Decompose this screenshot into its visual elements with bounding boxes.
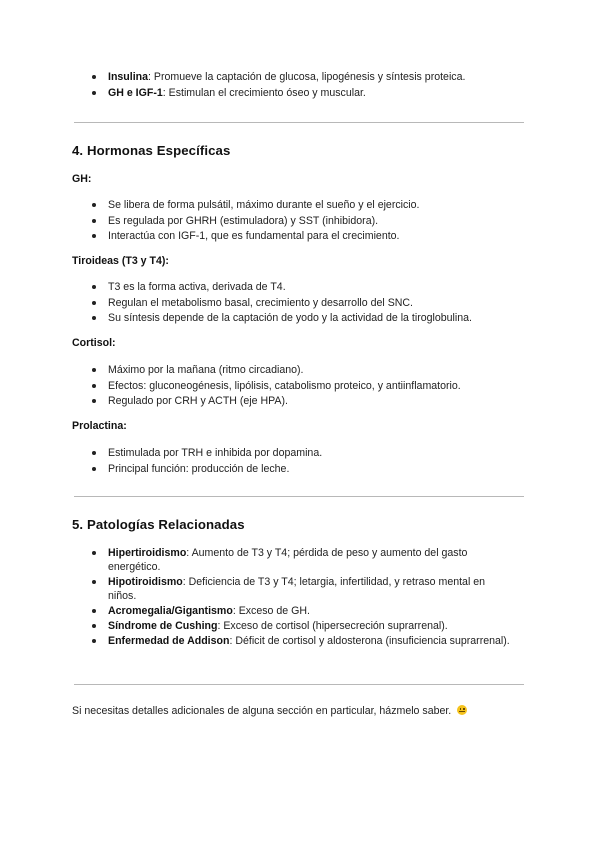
description: : Deficiencia de T3 y T4; letargia, infertilidad, y retraso mental en niños. — [108, 576, 486, 602]
term: GH e IGF-1 — [108, 86, 163, 99]
section-4-title: 4. Hormonas Específicas — [72, 143, 231, 158]
description: : Promueve la captación de glucosa, lipogénesis y síntesis proteica. — [148, 71, 466, 83]
list-item — [108, 604, 513, 618]
list-item — [108, 619, 513, 633]
list-item: Su síntesis depende de la captación de yodo y la actividad de la tiroglobulina. — [108, 311, 508, 325]
tiroideas-heading: Tiroideas (T3 y T4): — [72, 255, 169, 267]
cortisol-heading: Cortisol: — [72, 337, 116, 349]
list-item: Es regulada por GHRH (estimuladora) y SST (inhibidora). — [108, 214, 508, 228]
term: Enfermedad de Addison — [108, 635, 230, 647]
description: : Estimulan el crecimiento óseo y muscular. — [162, 86, 366, 99]
list-item — [108, 575, 513, 603]
divider — [74, 122, 524, 123]
prolactina-list — [108, 446, 508, 477]
list-item: Regulado por CRH y ACTH (eje HPA). — [108, 394, 508, 408]
list-item: Regulan el metabolismo basal, crecimiento y desarrollo del SNC. — [108, 296, 508, 310]
closing-text: Si necesitas detalles adicionales de alguna sección en particular, házmelo saber. — [72, 705, 452, 717]
list-item: Estimulada por TRH e inhibida por dopamina. — [108, 446, 508, 460]
tiroideas-list — [108, 280, 508, 327]
list-item: Interactúa con IGF-1, que es fundamental para el crecimiento. — [108, 229, 508, 243]
list-item — [108, 86, 508, 100]
pathology-list — [108, 546, 513, 649]
divider — [74, 684, 524, 685]
term: Síndrome de Cushing — [108, 620, 218, 632]
gh-heading: GH: — [72, 173, 92, 185]
prolactina-heading: Prolactina: — [72, 420, 127, 432]
description: : Exceso de cortisol (hipersecreción suprarrenal). — [217, 620, 448, 632]
term: Insulina — [108, 71, 149, 83]
list-item: Principal función: producción de leche. — [108, 462, 508, 476]
term: Hipertiroidismo — [108, 547, 187, 559]
list-item — [108, 634, 513, 648]
list-item — [108, 70, 508, 84]
description: : Déficit de cortisol y aldosterona (insuficiencia suprarrenal). — [229, 635, 510, 647]
term: Hipotiroidismo — [108, 576, 183, 588]
smiley-face-icon — [457, 705, 467, 715]
closing-message — [72, 704, 467, 718]
description: : Aumento de T3 y T4; pérdida de peso y aumento del gasto energético. — [108, 547, 468, 573]
list-item: Efectos: gluconeogénesis, lipólisis, catabolismo proteico, y antiinflamatorio. — [108, 379, 508, 393]
list-item — [108, 546, 513, 574]
list-item: T3 es la forma activa, derivada de T4. — [108, 280, 508, 294]
list-item: Máximo por la mañana (ritmo circadiano). — [108, 363, 508, 377]
cortisol-list — [108, 363, 508, 410]
divider — [74, 496, 524, 497]
term: Acromegalia/Gigantismo — [108, 605, 233, 617]
top-hormone-list — [108, 70, 508, 101]
description: : Exceso de GH. — [232, 605, 310, 617]
list-item: Se libera de forma pulsátil, máximo durante el sueño y el ejercicio. — [108, 198, 508, 212]
section-5-title: 5. Patologías Relacionadas — [72, 517, 245, 532]
gh-list — [108, 198, 508, 245]
